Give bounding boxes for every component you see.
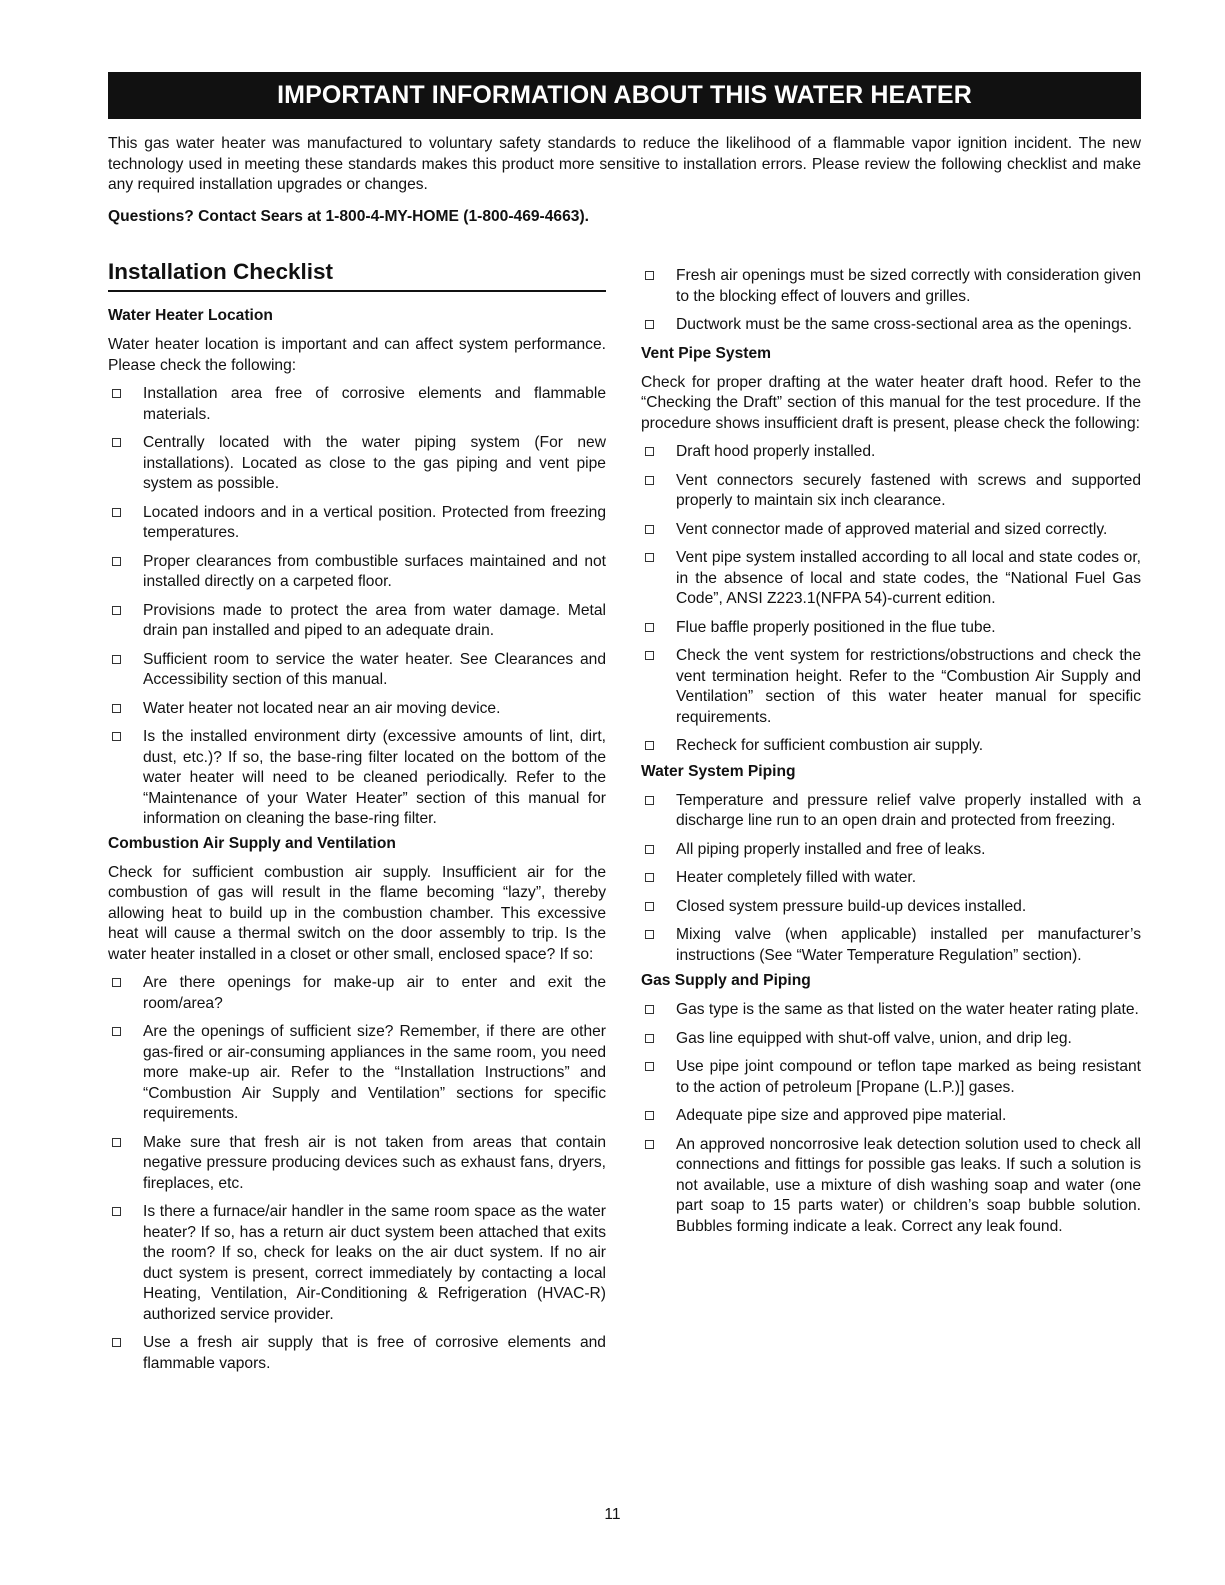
checklist-item[interactable] [641,736,1141,757]
checklist-item-text: Vent pipe system installed according to all local and state codes or, in the absence of local and state codes, the “National Fuel Gas Code”, ANSI Z223.1(NFPA 54)-current edition. [676,549,1141,607]
checklist-item[interactable] [641,897,1141,918]
section-heading-location: Water Heater Location [108,307,273,324]
checklist-item-text: Vent connectors securely fastened with screws and supported properly to maintain six inch clearance. [676,471,1141,509]
checklist-item[interactable] [108,1022,606,1125]
checkbox-icon[interactable] [645,930,654,939]
checklist-item-text: Located indoors and in a vertical position. Protected from freezing temperatures. [143,503,606,541]
checkbox-icon[interactable] [112,704,121,713]
checklist-item-text: All piping properly installed and free of leaks. [676,840,986,858]
checklist-item-text: Recheck for sufficient combustion air supply. [676,737,984,754]
intro-paragraph: This gas water heater was manufactured to voluntary safety standards to reduce the likelihood of a flammable vapor ignition incident. The new technology used in meeting these standards makes this product more sensitive to installation errors. Please review the following checklist and make any required installation upgrades or changes. [108,135,1141,193]
checklist-item[interactable] [108,552,606,593]
checkbox-icon[interactable] [112,1207,121,1216]
checklist-item-text: Make sure that fresh air is not taken from areas that contain negative pressure producing devices such as exhaust fans, dryers, fireplaces, etc. [143,1133,606,1192]
checklist-item[interactable] [641,791,1141,832]
checklist-item[interactable] [108,650,606,691]
checkbox-icon[interactable] [112,389,121,398]
checkbox-icon[interactable] [645,553,654,562]
checklist-item[interactable] [108,973,606,1014]
checklist-item[interactable] [641,1000,1141,1021]
checklist-item-text: Centrally located with the water piping system (For new installations). Located as close to the gas piping and vent pipe system as possible. [143,434,606,492]
checklist-item[interactable] [108,384,606,425]
checkbox-icon[interactable] [645,845,654,854]
checklist-item[interactable] [641,1135,1141,1238]
checklist-item[interactable] [108,503,606,544]
checkbox-icon[interactable] [645,447,654,456]
checklist-item[interactable] [641,548,1141,610]
section-heading-gas: Gas Supply and Piping [641,972,811,989]
checkbox-icon[interactable] [645,1062,654,1071]
checkbox-icon[interactable] [645,651,654,660]
checklist-item-text: Are there openings for make-up air to enter and exit the room/area? [143,974,606,1012]
checklist-item[interactable] [108,433,606,495]
left-column [108,258,606,1382]
checklist-item-text: Water heater not located near an air moving device. [143,699,501,717]
right-column [641,266,1141,1245]
checkbox-icon[interactable] [112,1027,121,1036]
checklist-item-text: Are the openings of sufficient size? Remember, if there are other gas-fired or air-consuming appliances in the same room, you need more make-up air. Refer to the “Installation Instructions” and “Combustion Air Supply and Ventilation” sections for specific requirements. [143,1023,606,1122]
checklist-item[interactable] [641,646,1141,728]
checklist-item[interactable] [641,471,1141,512]
section-heading-water: Water System Piping [641,762,796,780]
checklist-item-text: Ductwork must be the same cross-sectional area as the openings. [676,316,1132,333]
checklist-item[interactable] [641,618,1141,639]
checklist-item-text: Temperature and pressure relief valve properly installed with a discharge line run to an open drain and protected from freezing. [676,791,1141,829]
checkbox-icon[interactable] [645,1005,654,1014]
checkbox-icon[interactable] [112,732,121,741]
vent-intro: Check for proper drafting at the water heater draft hood. Refer to the “Checking the Draft” section of this manual for the test procedure. If the procedure shows insufficient draft is present, please check the following: [641,373,1141,432]
checkbox-icon[interactable] [112,438,121,447]
checklist-item-text: Check the vent system for restrictions/obstructions and check the vent termination height. Refer to the “Combustion Air Supply and Ventilation” section of this water heater manual for specific requirements. [676,647,1141,726]
contact-line: Questions? Contact Sears at 1-800-4-MY-HOME (1-800-469-4663). [108,208,589,225]
checklist-item[interactable] [108,1333,606,1374]
checkbox-icon[interactable] [112,557,121,566]
checklist-item[interactable] [108,601,606,642]
checkbox-icon[interactable] [645,1111,654,1120]
page-banner: IMPORTANT INFORMATION ABOUT THIS WATER HEATER [108,72,1141,119]
checkbox-icon[interactable] [645,902,654,911]
checklist-item[interactable] [108,1202,606,1325]
checklist-item-text: Closed system pressure build-up devices installed. [676,897,1027,915]
checklist-item-text: An approved noncorrosive leak detection solution used to check all connections and fittings for possible gas leaks. If such a solution is not available, use a mixture of dish washing soap and water (one part soap to 15 parts water) or children’s soap bubble solution. Bubbles forming indicate a leak. Correct any leak found. [676,1135,1141,1235]
checklist-item-text: Is there a furnace/air handler in the same room space as the water heater? If so, has a return air duct system been attached that exits the room? If so, check for leaks on the air duct system. If no air duct system is present, correct immediately by contacting a local Heating, Ventilation, Air-Conditioning & Refrigeration (HVAC-R) authorized service provider. [143,1203,606,1323]
location-intro: Water heater location is important and can affect system performance. Please check the following: [108,336,606,374]
checkbox-icon[interactable] [645,525,654,534]
checklist-item-text: Vent connector made of approved material and sized correctly. [676,520,1108,538]
checklist-item[interactable] [641,925,1141,966]
checkbox-icon[interactable] [112,606,121,615]
checkbox-icon[interactable] [645,320,654,329]
checklist-title: Installation Checklist [108,258,606,292]
checkbox-icon[interactable] [645,1034,654,1043]
checkbox-icon[interactable] [112,1338,121,1347]
checklist-item-text: Proper clearances from combustible surfaces maintained and not installed directly on a carpeted floor. [143,552,606,590]
checklist-item-text: Fresh air openings must be sized correctly with consideration given to the blocking effect of louvers and grilles. [676,267,1141,305]
checklist-item-text: Mixing valve (when applicable) installed per manufacturer’s instructions (See “Water Temperature Regulation” section). [676,926,1141,964]
checkbox-icon[interactable] [645,476,654,485]
checkbox-icon[interactable] [112,978,121,987]
section-heading-combustion: Combustion Air Supply and Ventilation [108,834,396,852]
checklist-item[interactable] [641,1029,1141,1050]
checklist-item[interactable] [641,266,1141,307]
checklist-item-text: Flue baffle properly positioned in the flue tube. [676,618,996,636]
checklist-item-text: Draft hood properly installed. [676,443,876,460]
page-number: 11 [604,1506,621,1523]
checklist-item-text: Use a fresh air supply that is free of corrosive elements and flammable vapors. [143,1334,606,1372]
checklist-item[interactable] [641,520,1141,541]
checkbox-icon[interactable] [645,623,654,632]
checklist-item-text: Use pipe joint compound or teflon tape marked as being resistant to the action of petroleum [Propane (L.P.)] gases. [676,1058,1141,1096]
checklist-item-text: Adequate pipe size and approved pipe material. [676,1107,1007,1124]
checkbox-icon[interactable] [645,1140,654,1149]
combustion-intro: Check for sufficient combustion air supply. Insufficient air for the combustion of gas will result in the flame becoming “lazy”, thereby allowing heat to build up in the combustion chamber. This excessive heat will cause a thermal switch on the door assembly to trip. Is the water heater installed in a closet or other small, enclosed space? If so: [108,863,606,963]
section-heading-vent: Vent Pipe System [641,344,772,362]
checklist-item-text: Is the installed environment dirty (excessive amounts of lint, dirt, dust, etc.)? If so, the base-ring filter located on the bottom of the water heater will need to be cleaned periodically. Refer to the “Maintenance of your Water Heater” section of this manual for information on cleaning the base-ring filter. [143,728,606,827]
checklist-item-text: Heater completely filled with water. [676,869,917,886]
checklist-item[interactable] [108,699,606,720]
checklist-item[interactable] [641,840,1141,861]
checkbox-icon[interactable] [645,796,654,805]
checklist-item[interactable] [641,442,1141,463]
checklist-item[interactable] [641,868,1141,889]
checklist-item-text: Sufficient room to service the water heater. See Clearances and Accessibility section of this manual. [143,650,606,688]
checklist-item[interactable] [108,727,606,830]
checkbox-icon[interactable] [645,873,654,882]
checkbox-icon[interactable] [112,508,121,517]
checklist-item[interactable] [108,1133,606,1195]
checklist-item-text: Installation area free of corrosive elements and flammable materials. [143,385,606,423]
checklist-item[interactable] [641,1106,1141,1127]
checkbox-icon[interactable] [645,271,654,280]
checkbox-icon[interactable] [645,741,654,750]
checklist-item-text: Gas line equipped with shut-off valve, union, and drip leg. [676,1029,1072,1047]
checklist-item[interactable] [641,1057,1141,1098]
checklist-item[interactable] [641,315,1141,336]
checklist-item-text: Gas type is the same as that listed on the water heater rating plate. [676,1001,1139,1018]
checklist-item-text: Provisions made to protect the area from water damage. Metal drain pan installed and piped to an adequate drain. [143,601,606,639]
checkbox-icon[interactable] [112,655,121,664]
checkbox-icon[interactable] [112,1138,121,1147]
